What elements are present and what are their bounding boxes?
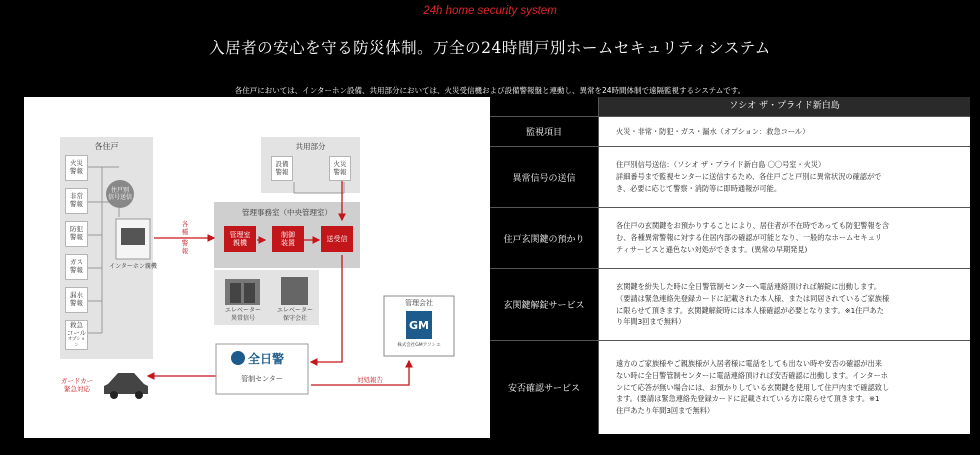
common-equipment-alarm: [271, 156, 293, 181]
row-line: （要請は緊急連絡先登録カードに記載された本人様、または同居されているご家族様: [616, 293, 890, 303]
control-unit: [272, 226, 304, 252]
row-label: 異常信号の送信: [490, 147, 599, 207]
table-row-monitoring: [490, 117, 970, 147]
elevator-signal-label: エレベーター 異常信号: [224, 307, 261, 322]
sensor-leak-label: 漏水 警報: [70, 291, 83, 307]
row-line: 遠方のご家族様やご親族様が入居者様に電話をしても出ない時や安否の確認が出来: [616, 358, 882, 368]
control-center-label: 管制センター: [241, 375, 283, 383]
gm-logo: [406, 311, 432, 339]
row-content: [599, 341, 970, 434]
row-label: 安否確認サービス: [490, 341, 599, 434]
table-row-signal: [490, 147, 970, 208]
common-fire-label: 火災 警報: [333, 159, 347, 176]
row-label: 玄関鍵解錠サービス: [490, 269, 599, 340]
guard-car-label: ガードカー 緊急対応: [60, 377, 94, 393]
zennikkei-logo: [231, 350, 295, 366]
table-row-safety-check: [490, 341, 970, 434]
page-subtitle: 各住戸においては、インターホン設備、共用部分においては、火災受信機および設備警報盤と連動し、異常を24時間体制で遠隔監視するシステムです。: [234, 86, 746, 95]
mgmt-office-title: 管理事務室（中央管理室）: [242, 208, 332, 217]
guard-car-icon: [104, 373, 148, 394]
table-header-title: [599, 97, 970, 116]
row-line: 火災・非常・防犯・ガス・漏水（オプション：救急コール）: [616, 126, 810, 136]
sensor-gas-label: ガス 警報: [70, 258, 83, 274]
gm-logo-text: GM: [409, 318, 429, 332]
row-line: む、各種異常警報に対する住居内部の確認が可能となり、一般的なホームセキュリ: [616, 233, 882, 243]
sensor-option-label: オプション: [67, 337, 86, 348]
table-header-title-text: ソシオ ザ・プライド新白島: [729, 101, 840, 112]
table-header-empty: [490, 97, 599, 116]
common-title: 共用部分: [295, 142, 326, 151]
sensor-fire-label: 火災 警報: [70, 159, 83, 175]
header-tag: 24h home security system: [423, 5, 557, 17]
alarm-label-alarm: 警 報: [181, 239, 189, 255]
row-line: き、必要に応じて警察・消防等に即時通報が可能。: [616, 183, 782, 193]
mgmt-master-unit-label: 管理室 親機: [229, 230, 251, 247]
table-row-key-custody: [490, 208, 970, 269]
sensor-emergency: [65, 188, 88, 214]
common-fire-alarm: [329, 156, 351, 181]
page-title: 入居者の安心を守る防災体制。万全の24時間戸別ホームセキュリティシステム: [209, 39, 771, 57]
sensor-leak: [65, 287, 88, 313]
sensor-fire: [65, 155, 88, 181]
alarm-label-types: 各 種: [181, 220, 189, 236]
table-row-unlock-service: [490, 269, 970, 341]
row-label: 監視項目: [490, 117, 599, 146]
unit-title: 各住戸: [94, 142, 119, 151]
row-line: に限らせて頂きます。玄関鍵解錠時には本人様確認が必要となります。※1住戸あた: [616, 305, 884, 315]
row-content: [599, 147, 970, 207]
transceiver-unit-label: 送受信: [326, 234, 348, 243]
common-equipment-label: 設備 警報: [275, 159, 289, 176]
sensor-medical-label: 救急 コール: [66, 320, 87, 337]
row-line: ンにて応答が無い場合には、お預かりしている玄関鍵を使用して住戸内まで確認致し: [616, 382, 890, 392]
row-line: 住戸別信号送信：（ソシオ ザ・プライド新白島 〇〇号室・火災）: [616, 160, 826, 170]
row-line: 住戸あたり年間3回まで無料）: [616, 406, 715, 416]
elevator-maintenance-label: エレベーター 保守会社: [276, 307, 313, 322]
sensor-crime-label: 防犯 警報: [70, 225, 83, 241]
unit-signal-label: 住戸別 信号送信: [107, 186, 132, 201]
company-title: 管理会社: [405, 299, 433, 307]
zennikkei-logo-icon: [231, 351, 245, 365]
unit-signal-badge: [106, 180, 134, 208]
row-content: [599, 117, 970, 146]
control-unit-label: 制御 装置: [281, 230, 295, 247]
mgmt-master-unit: [224, 226, 256, 252]
table-header-row: [490, 97, 970, 117]
row-label: 住戸玄関鍵の預かり: [490, 208, 599, 268]
sensor-emergency-label: 非常 警報: [70, 192, 83, 208]
building-icon: [281, 277, 308, 305]
row-line: 各住戸の玄関鍵をお預かりすることにより、居住者が不在時であっても防犯警報を含: [616, 221, 890, 231]
company-name: 株式会社GMアソシエ: [397, 343, 441, 348]
sensor-crime: [65, 221, 88, 247]
sensor-medical: [65, 320, 88, 350]
row-content: [599, 208, 970, 268]
security-feature-table: [490, 97, 970, 438]
row-content: [599, 269, 970, 340]
sensor-gas: [65, 254, 88, 280]
security-system-diagram: [24, 97, 490, 438]
report-label: 対処報告: [357, 376, 383, 384]
row-line: ない時に全日警管制センターに電話連絡頂ければ安否確認に出動します。インターホ: [616, 370, 888, 380]
transceiver-unit: [321, 226, 353, 252]
row-line: 詳細番号まで監視センターに送信するため、各住戸ごと戸別に異常状況の確認がで: [616, 172, 882, 182]
zennikkei-logo-text: 全日警: [248, 351, 285, 366]
row-line: 玄関鍵を紛失した時に全日警管制センターへ電話連絡頂ければ解錠に出動します。: [616, 281, 882, 291]
intercom-label: インターホン親機: [109, 263, 157, 270]
row-line: ティサービスと遜色ない対処ができます。(異常の早期発見): [616, 244, 808, 254]
row-line: ます。(要請は緊急連絡先登録カードに記載されている方に限らせて頂きます。※1: [616, 394, 880, 404]
row-line: り年間3回まで無料）: [616, 317, 686, 327]
